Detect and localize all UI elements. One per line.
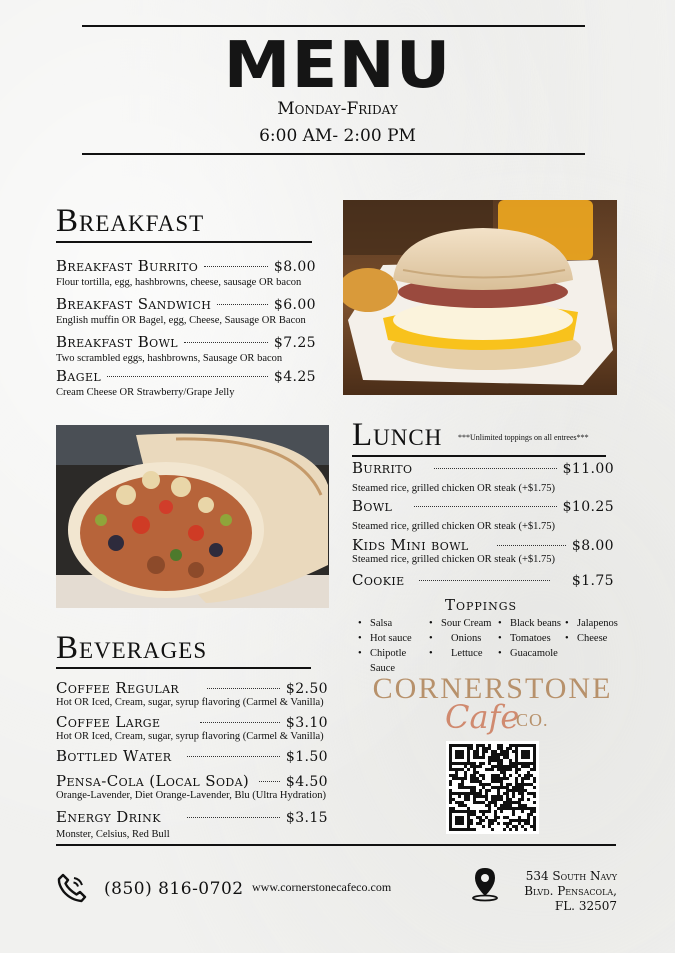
item-price: $2.50: [285, 681, 328, 697]
lunch-note: ***Unlimited toppings on all entrees***: [458, 433, 589, 442]
menu-hours: 6:00 AM- 2:00 PM: [259, 126, 416, 146]
dot-leader: [187, 756, 279, 757]
topping-item: • Tomatoes: [498, 631, 568, 646]
item-name: Bottled Water: [56, 747, 172, 765]
item-description: Steamed rice, grilled chicken OR steak (+$1.75): [352, 554, 556, 565]
topping-item: • Lettuce: [429, 646, 509, 661]
lunch-title-rule: [352, 455, 606, 457]
item-price: $11.00: [562, 461, 614, 477]
topping-item: • Onions: [429, 631, 509, 646]
menu-item: [352, 459, 614, 494]
menu-days: Monday-Friday: [277, 99, 398, 119]
item-name: Breakfast Bowl: [56, 333, 179, 351]
breakfast-title-rule: [56, 241, 312, 243]
address-line: FL. 32507: [554, 899, 617, 913]
burrito-photo: [56, 425, 329, 608]
toppings-column: [358, 616, 424, 676]
item-description: Monster, Celsius, Red Bull: [56, 829, 170, 840]
item-name: Breakfast Sandwich: [56, 295, 212, 313]
menu-item: [352, 497, 614, 532]
topping-item: • Guacamole: [498, 646, 568, 661]
dot-leader: [187, 817, 280, 818]
breakfast-section-title: Breakfast: [56, 203, 205, 239]
menu-item: [56, 747, 328, 765]
lunch-section-title: Lunch: [352, 417, 443, 453]
item-description: English muffin OR Bagel, egg, Cheese, Sausage OR Bacon: [56, 315, 306, 326]
dot-leader: [184, 342, 268, 343]
phone-icon[interactable]: [56, 872, 88, 904]
phone-number[interactable]: (850) 816-0702: [104, 879, 244, 899]
topping-item: • Sour Cream: [429, 616, 509, 631]
item-description: Hot OR Iced, Cream, sugar, syrup flavoring (Carmel & Vanilla): [56, 731, 324, 742]
sandwich-image: [343, 200, 617, 395]
logo-suffix: CO.: [516, 710, 549, 730]
item-price: $3.10: [285, 715, 328, 731]
item-description: Steamed rice, grilled chicken OR steak (+$1.75): [352, 483, 556, 494]
location-pin-icon: [469, 866, 501, 902]
menu-item: [56, 367, 316, 398]
item-name: Bowl: [352, 497, 393, 515]
dot-leader: [204, 266, 268, 267]
item-name: Breakfast Burrito: [56, 257, 199, 275]
topping-item: • Jalapenos: [565, 616, 625, 631]
item-price: $1.75: [571, 573, 614, 589]
item-description: Hot OR Iced, Cream, sugar, syrup flavoring (Carmel & Vanilla): [56, 697, 324, 708]
dot-leader: [217, 304, 268, 305]
menu-item: [56, 257, 316, 288]
item-price: $10.25: [562, 499, 614, 515]
menu-item: [56, 295, 316, 326]
address-line: 534 South Navy: [525, 869, 617, 883]
dot-leader: [419, 580, 550, 581]
item-description: Cream Cheese OR Strawberry/Grape Jelly: [56, 387, 235, 398]
item-price: $6.00: [273, 297, 316, 313]
menu-item: [56, 713, 328, 742]
dot-leader: [259, 781, 280, 782]
toppings-column: [429, 616, 509, 661]
dot-leader: [107, 376, 268, 377]
menu-item: [56, 679, 328, 708]
menu-title: MENU: [223, 29, 452, 103]
item-description: Steamed rice, grilled chicken OR steak (+$1.75): [352, 521, 556, 532]
address-block: [505, 869, 617, 914]
qr-code-icon[interactable]: [446, 741, 539, 834]
item-name: Kids Mini bowl: [352, 536, 469, 554]
item-name: Coffee Large: [56, 713, 161, 731]
dot-leader: [434, 468, 556, 469]
toppings-title: Toppings: [444, 596, 518, 614]
toppings-column: [565, 616, 625, 646]
dot-leader: [414, 506, 556, 507]
logo-script: Cafe: [445, 698, 520, 736]
header-top-rule: [82, 25, 585, 27]
item-price: $4.50: [285, 774, 328, 790]
topping-item: • Chipotle Sauce: [358, 646, 424, 676]
item-name: Burrito: [352, 459, 413, 477]
menu-item: [352, 571, 614, 589]
item-name: Bagel: [56, 367, 102, 385]
item-description: Flour tortilla, egg, hashbrowns, cheese, sausage OR bacon: [56, 277, 302, 288]
burrito-image: [56, 425, 329, 608]
item-price: $8.00: [273, 259, 316, 275]
breakfast-sandwich-photo: [343, 200, 617, 395]
header-bottom-rule: [82, 153, 585, 155]
item-price: $1.50: [285, 749, 328, 765]
item-price: $8.00: [571, 538, 614, 554]
menu-item: [56, 808, 328, 840]
dot-leader: [200, 722, 280, 723]
topping-item: • Hot sauce: [358, 631, 424, 646]
topping-item: • Salsa: [358, 616, 424, 631]
footer-rule: [56, 844, 616, 846]
item-price: $4.25: [273, 369, 316, 385]
item-description: Orange-Lavender, Diet Orange-Lavender, Blu (Ultra Hydration): [56, 790, 327, 801]
qr-code-graphic: [446, 741, 539, 834]
item-name: Pensa-Cola (Local Soda): [56, 772, 250, 790]
item-price: $7.25: [273, 335, 316, 351]
item-price: $3.15: [285, 810, 328, 826]
item-name: Cookie: [352, 571, 405, 589]
item-name: Energy Drink: [56, 808, 161, 826]
menu-item: [56, 772, 328, 801]
toppings-column: [498, 616, 568, 661]
logo-wordmark: CORNERSTONE: [372, 672, 613, 705]
dot-leader: [207, 688, 280, 689]
item-name: Coffee Regular: [56, 679, 180, 697]
menu-item: [56, 333, 316, 364]
topping-item: • Black beans: [498, 616, 568, 631]
topping-item: • Cheese: [565, 631, 625, 646]
beverages-title-rule: [56, 667, 311, 669]
beverages-section-title: Beverages: [56, 630, 208, 666]
item-description: Two scrambled eggs, hashbrowns, Sausage OR bacon: [56, 353, 283, 364]
dot-leader: [497, 545, 566, 546]
address-line: Blvd. Pensacola,: [524, 884, 617, 898]
website-link[interactable]: www.cornerstonecafeco.com: [252, 880, 392, 894]
menu-item: [352, 536, 614, 565]
